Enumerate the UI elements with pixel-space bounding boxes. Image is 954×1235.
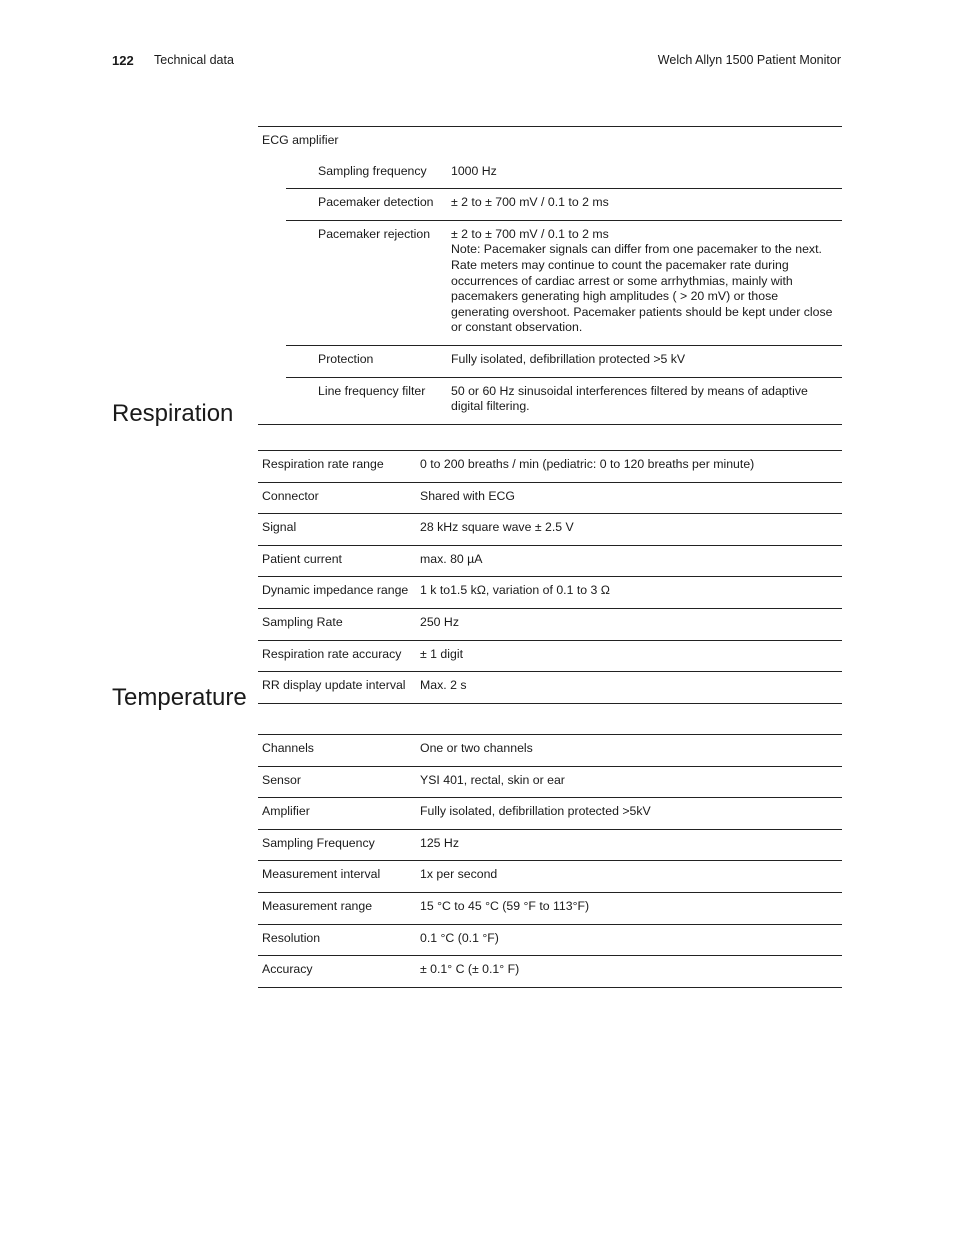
- ecg-amplifier-table: [258, 126, 842, 425]
- table-row: [258, 608, 842, 640]
- page-number: 122: [112, 53, 134, 68]
- spec-value: 28 kHz square wave ± 2.5 V: [416, 514, 842, 546]
- table-row: [258, 861, 842, 893]
- ecg-row-value: Fully isolated, defibrillation protected >5 kV: [447, 345, 842, 377]
- ecg-group-title: ECG amplifier: [262, 133, 339, 147]
- spec-value: 15 °C to 45 °C (59 °F to 113°F): [416, 892, 842, 924]
- ecg-row-label: Pacemaker rejection: [286, 220, 447, 345]
- ecg-row-label: Sampling frequency: [318, 163, 427, 178]
- table-row: [258, 892, 842, 924]
- spec-label: Resolution: [258, 924, 416, 956]
- table-row: [258, 577, 842, 609]
- ecg-row-value: 50 or 60 Hz sinusoidal interferences filtered by means of adaptive digital filtering.: [447, 377, 842, 424]
- table-row: [258, 545, 842, 577]
- spec-label: Patient current: [258, 545, 416, 577]
- table-row: [258, 672, 842, 704]
- table-row: [258, 798, 842, 830]
- spec-value: 0.1 °C (0.1 °F): [416, 924, 842, 956]
- temperature-heading: Temperature: [112, 684, 247, 711]
- table-row: [258, 766, 842, 798]
- spec-value: YSI 401, rectal, skin or ear: [416, 766, 842, 798]
- spec-label: Accuracy: [258, 956, 416, 988]
- table-row: [258, 482, 842, 514]
- spec-value: 125 Hz: [416, 829, 842, 861]
- document-title: Welch Allyn 1500 Patient Monitor: [657, 53, 841, 67]
- table-row: [258, 956, 842, 988]
- spec-label: Respiration rate accuracy: [258, 640, 416, 672]
- spec-label: Amplifier: [258, 798, 416, 830]
- temperature-table: [258, 734, 842, 988]
- spec-label: Measurement interval: [258, 861, 416, 893]
- spec-label: Sampling Frequency: [258, 829, 416, 861]
- spec-label: Respiration rate range: [258, 451, 416, 483]
- spec-value: Fully isolated, defibrillation protected >5kV: [416, 798, 842, 830]
- table-row: [258, 735, 842, 767]
- spec-value: max. 80 µA: [416, 545, 842, 577]
- ecg-row-label: Protection: [286, 345, 447, 377]
- table-row: [258, 451, 842, 483]
- spec-value: 250 Hz: [416, 608, 842, 640]
- spec-label: Channels: [258, 735, 416, 767]
- spec-label: RR display update interval: [258, 672, 416, 704]
- spec-value: 1x per second: [416, 861, 842, 893]
- spec-label: Measurement range: [258, 892, 416, 924]
- table-row: [258, 514, 842, 546]
- ecg-row-value-block: [447, 220, 842, 345]
- table-row: [258, 829, 842, 861]
- spec-value: 1 k to1.5 kΩ, variation of 0.1 to 3 Ω: [416, 577, 842, 609]
- section-name: Technical data: [154, 53, 234, 67]
- respiration-heading: Respiration: [112, 400, 234, 427]
- table-row: [258, 640, 842, 672]
- spec-value: 0 to 200 breaths / min (pediatric: 0 to 120 breaths per minute): [416, 451, 842, 483]
- spec-label: Sampling Rate: [258, 608, 416, 640]
- ecg-row-label: Line frequency filter: [286, 377, 447, 424]
- spec-label: Dynamic impedance range: [258, 577, 416, 609]
- spec-value: One or two channels: [416, 735, 842, 767]
- spec-value: Max. 2 s: [416, 672, 842, 704]
- spec-label: Signal: [258, 514, 416, 546]
- ecg-row-note: Note: Pacemaker signals can differ from one pacemaker to the next. Rate meters may continue to count the pacemaker rate during occurrences of cardiac arrest or some arrhythmias, mainly with pacemakers generating high amplitudes ( > 20 mV) or those generating overshoot. Pacemaker patients should be kept under close or constant observation.: [451, 242, 833, 335]
- spec-label: Sensor: [258, 766, 416, 798]
- ecg-row-value: ± 2 to ± 700 mV / 0.1 to 2 ms: [451, 226, 609, 241]
- ecg-row-value: ± 2 to ± 700 mV / 0.1 to 2 ms: [447, 189, 842, 221]
- spec-label: Connector: [258, 482, 416, 514]
- ecg-row-value: 1000 Hz: [451, 163, 497, 178]
- spec-value: Shared with ECG: [416, 482, 842, 514]
- respiration-table: [258, 450, 842, 704]
- table-row: [258, 924, 842, 956]
- spec-value: ± 1 digit: [416, 640, 842, 672]
- spec-value: ± 0.1° C (± 0.1° F): [416, 956, 842, 988]
- ecg-row-label: Pacemaker detection: [286, 189, 447, 221]
